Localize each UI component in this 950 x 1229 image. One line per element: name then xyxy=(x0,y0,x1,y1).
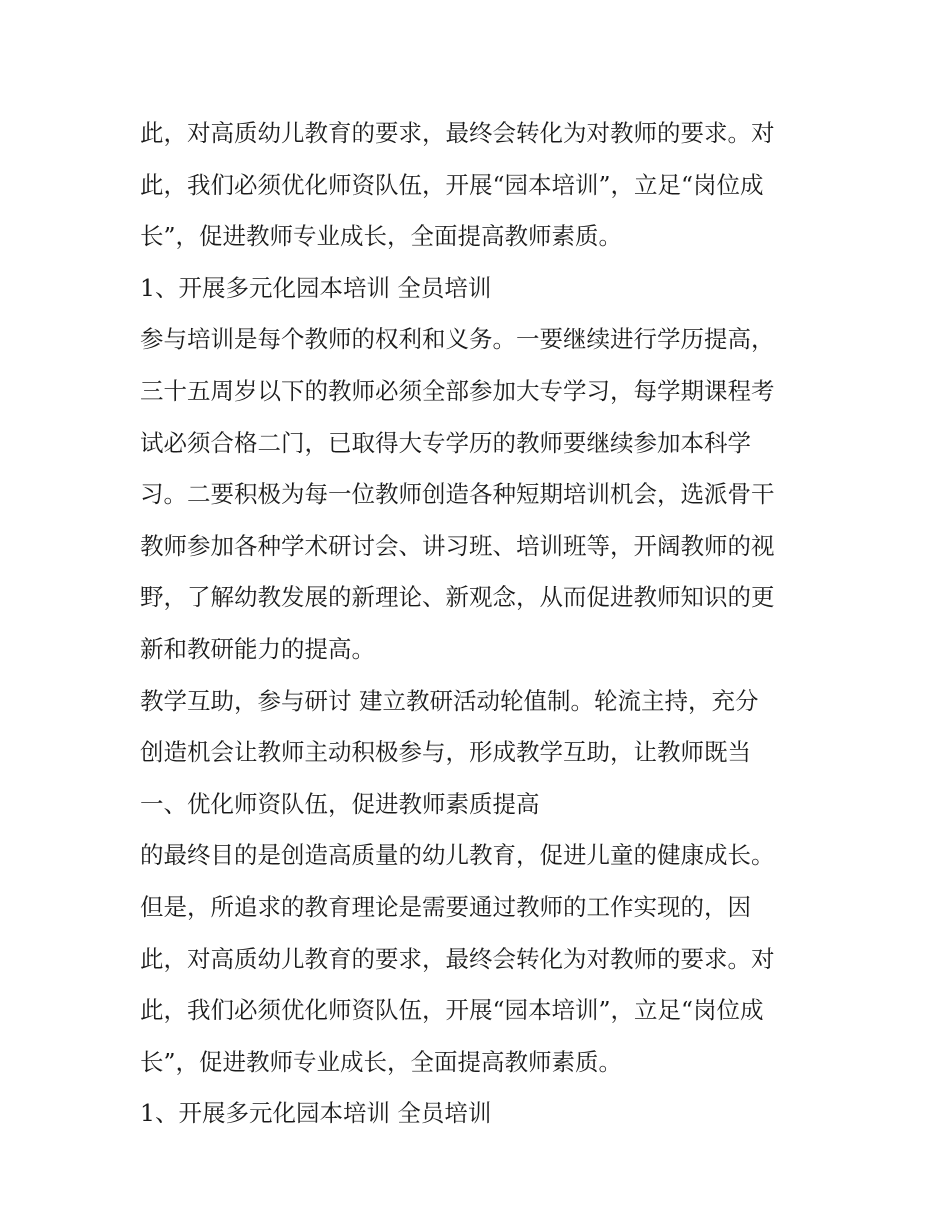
section-heading-line: 一、优化师资队伍，促进教师素质提高 xyxy=(140,789,540,818)
text-line: 此，对高质幼儿教育的要求，最终会转化为对教师的要求。对 xyxy=(140,119,775,147)
text-line: 此，我们必须优化师资队伍，开展“园本培训”，立足“岗位成 xyxy=(140,996,764,1025)
text-line: 试必须合格二门，已取得大专学历的教师要继续参加本科学 xyxy=(140,428,751,457)
text-line: 新和教研能力的提高。 xyxy=(140,634,375,663)
text-line: 习。二要积极为每一位教师创造各种短期培训机会，选派骨干 xyxy=(140,480,775,509)
text-line: 教师参加各种学术研讨会、讲习班、培训班等，开阔教师的视 xyxy=(140,531,775,560)
document-body xyxy=(140,108,820,1140)
text-line: 的最终目的是创造高质量的幼儿教育，促进儿童的健康成长。 xyxy=(140,841,775,870)
text-line: 长”，促进教师专业成长，全面提高教师素质。 xyxy=(140,222,623,251)
text-line: 参与培训是每个教师的权利和义务。一要继续进行学历提高， xyxy=(140,325,775,354)
section-heading-line: 1、开展多元化园本培训 全员培训 xyxy=(140,1099,492,1128)
text-line: 三十五周岁以下的教师必须全部参加大专学习，每学期课程考 xyxy=(140,376,775,405)
text-line: 此，我们必须优化师资队伍，开展“园本培训”，立足“岗位成 xyxy=(140,170,764,199)
text-line: 但是，所追求的教育理论是需要通过教师的工作实现的，因 xyxy=(140,892,751,921)
text-line: 长”，促进教师专业成长，全面提高教师素质。 xyxy=(140,1047,623,1076)
text-line: 野，了解幼教发展的新理论、新观念，从而促进教师知识的更 xyxy=(140,583,775,612)
section-heading-line: 1、开展多元化园本培训 全员培训 xyxy=(140,273,492,302)
text-line: 此，对高质幼儿教育的要求，最终会转化为对教师的要求。对 xyxy=(140,944,775,973)
text-line: 创造机会让教师主动积极参与，形成教学互助，让教师既当 xyxy=(140,738,751,767)
text-line: 教学互助，参与研讨 建立教研活动轮值制。轮流主持，充分 xyxy=(140,686,759,715)
